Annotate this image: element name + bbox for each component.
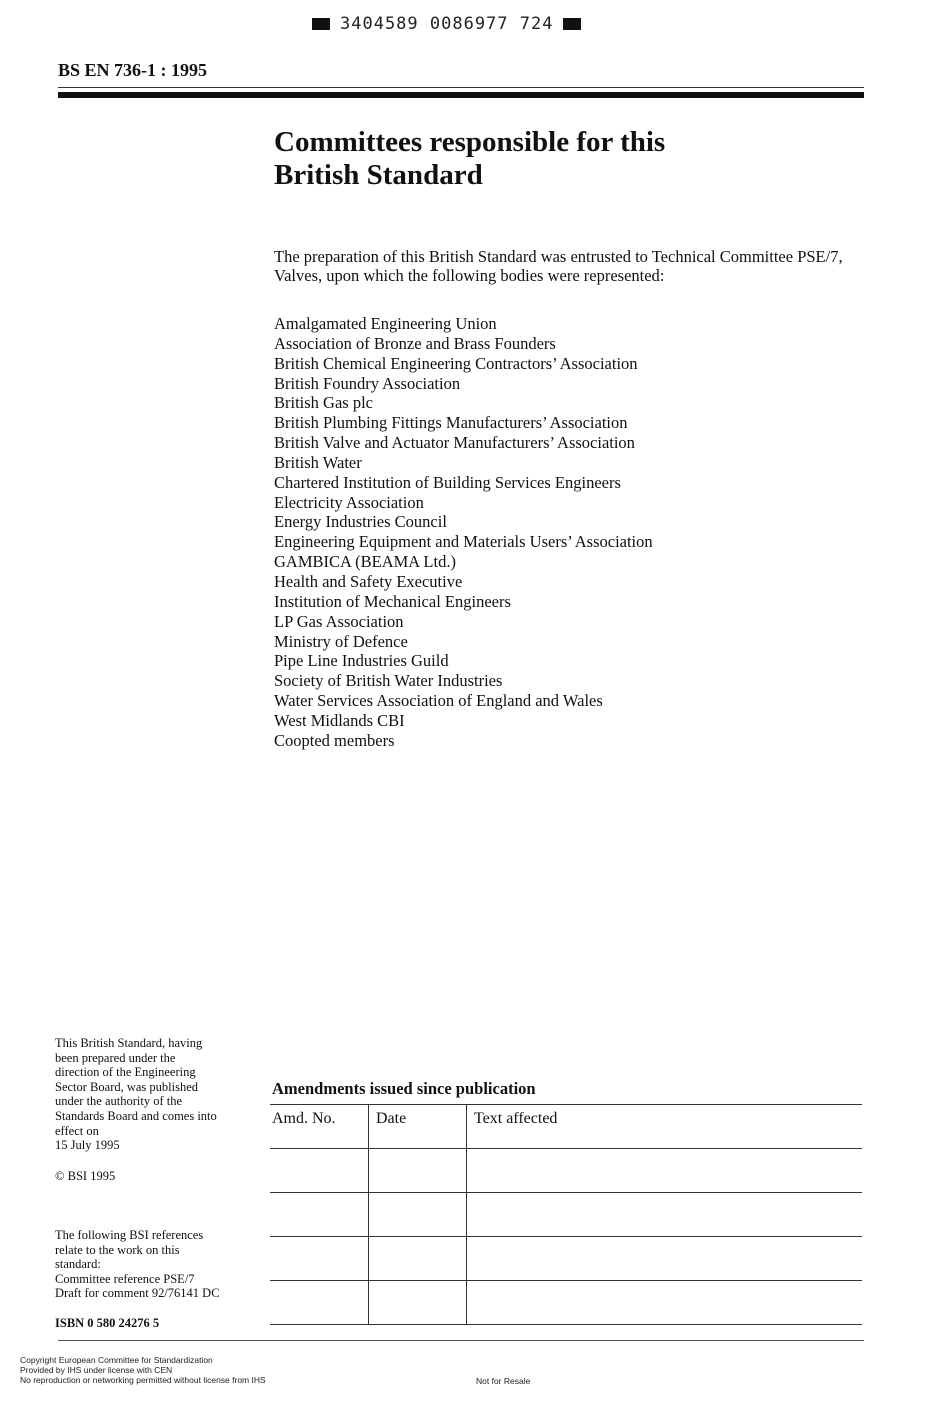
list-item: Chartered Institution of Building Services Engineers (274, 472, 621, 492)
list-item: Amalgamated Engineering Union (274, 314, 497, 333)
page-title (274, 126, 874, 192)
amendments-title: Amendments issued since publication (272, 1079, 536, 1098)
list-item: Health and Safety Executive (274, 571, 463, 591)
footer-rule (58, 1340, 864, 1341)
list-item: British Water (274, 452, 362, 472)
represented-bodies-list (274, 314, 653, 751)
list-item: Water Services Association of England and Wales (274, 691, 603, 711)
standard-number: BS EN 736-1 : 1995 (58, 60, 208, 80)
barcode-block-right (563, 18, 581, 30)
reference-line: Committee reference PSE/7 (55, 1271, 195, 1286)
header-rule-thin (58, 87, 864, 88)
reference-line: The following BSI references (55, 1228, 204, 1242)
list-item: Pipe Line Industries Guild (274, 651, 449, 671)
column-header-amd-no: Amd. No. (272, 1110, 336, 1127)
license-line: Copyright European Committee for Standardization (20, 1355, 213, 1365)
column-header-date: Date (376, 1110, 407, 1127)
table-rule (270, 1148, 862, 1149)
publication-note (55, 1036, 260, 1153)
publication-line: Standards Board and comes into (55, 1108, 217, 1123)
isbn: ISBN 0 580 24276 5 (55, 1316, 160, 1330)
list-item: Ministry of Defence (274, 631, 408, 651)
list-item: West Midlands CBI (274, 710, 405, 730)
table-rule (270, 1324, 862, 1325)
intro-paragraph: The preparation of this British Standard was entrusted to Technical Committee PSE/7, Valves, upon which the following bodies were represented: (274, 247, 843, 285)
list-item: Energy Industries Council (274, 512, 447, 532)
title-line-2: British Standard (274, 159, 483, 191)
table-rule (270, 1192, 862, 1193)
table-rule (270, 1104, 862, 1105)
publication-line: 15 July 1995 (55, 1138, 120, 1153)
list-item: Electricity Association (274, 492, 424, 512)
title-line-1: Committees responsible for this (274, 126, 666, 158)
reference-line: standard: (55, 1257, 101, 1272)
table-rule (270, 1280, 862, 1281)
barcode (312, 14, 581, 34)
list-item: British Foundry Association (274, 373, 461, 393)
list-item: Institution of Mechanical Engineers (274, 591, 511, 611)
list-item: British Chemical Engineering Contractors’ Association (274, 353, 638, 373)
list-item: British Plumbing Fittings Manufacturers’ Association (274, 413, 628, 433)
reference-line: relate to the work on this (55, 1242, 180, 1257)
list-item: LP Gas Association (274, 611, 404, 631)
publication-line: under the authority of the (55, 1094, 183, 1109)
list-item: British Gas plc (274, 393, 373, 413)
barcode-block-left (312, 18, 330, 30)
column-header-text-affected: Text affected (474, 1110, 558, 1127)
list-item: Engineering Equipment and Materials Users’ Association (274, 532, 653, 552)
publication-line: effect on (55, 1123, 99, 1138)
license-line: No reproduction or networking permitted without license from IHS (20, 1375, 266, 1385)
list-item: GAMBICA (BEAMA Ltd.) (274, 552, 456, 572)
table-rule (270, 1236, 862, 1237)
publication-line: been prepared under the (55, 1050, 176, 1065)
publication-line: This British Standard, having (55, 1036, 203, 1050)
license-line: Provided by IHS under license with CEN (20, 1365, 173, 1375)
list-item: British Valve and Actuator Manufacturers’ Association (274, 433, 635, 453)
list-item: Society of British Water Industries (274, 671, 503, 691)
barcode-text: 3404589 0086977 724 (340, 14, 554, 34)
reference-line: Draft for comment 92/76141 DC (55, 1286, 220, 1301)
bsi-copyright: © BSI 1995 (55, 1169, 116, 1183)
list-item: Association of Bronze and Brass Founders (274, 333, 556, 353)
resale-notice: Not for Resale (476, 1376, 531, 1386)
publication-line: Sector Board, was published (55, 1079, 199, 1094)
license-notice (20, 1355, 266, 1385)
publication-line: direction of the Engineering (55, 1065, 196, 1080)
header-rule-thick (58, 92, 864, 98)
table-column-divider (466, 1104, 467, 1325)
list-item: Coopted members (274, 730, 395, 750)
bsi-references (55, 1228, 260, 1301)
table-column-divider (368, 1104, 369, 1325)
